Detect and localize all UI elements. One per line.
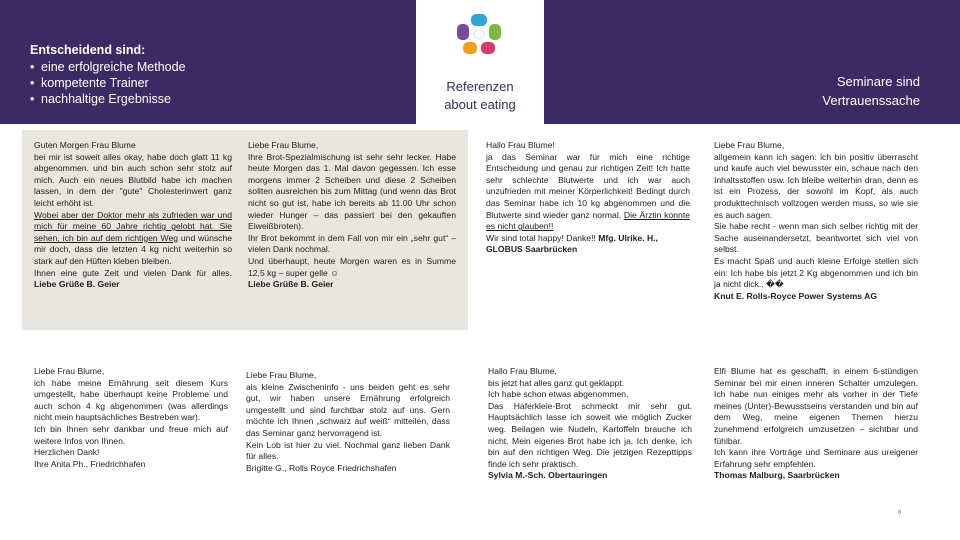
trust-line-1: Seminare sind bbox=[836, 74, 920, 89]
testimonial-8 bbox=[714, 366, 918, 482]
testimonial-underlined: Die Ärztin konnte es nicht glauben!! bbox=[486, 209, 690, 232]
testimonial-text: ja das Seminar war für mich eine richtige Entscheidung und genau zur richtigen Zeit! Ich hatte sehr schlechte Blutwerte und ich war auch unzufrieden mit meiner Körperlichkeit! Bedingt durch das Seminar habe ich 10 kg abgenommen und die Blutwerte sind wieder ganz normal. bbox=[486, 151, 690, 220]
testimonial-underlined: Wobei aber der Doktor mehr als zufrieden war und mich für meine 60 Jahre richtig gelobt hat. Sie sehen, ich bin auf dem richtigen Weg bbox=[34, 209, 232, 243]
testimonial-signature: Ihre Anita Ph., Friedrichhafen bbox=[34, 458, 146, 469]
testimonial-signature: Thomas Malburg, Saarbrücken bbox=[714, 470, 840, 481]
testimonial-signature: Liebe Grüße B. Geier bbox=[248, 279, 334, 290]
testimonial-6 bbox=[246, 370, 450, 474]
testimonial-5 bbox=[34, 366, 228, 470]
testimonial-line: Das Haferkleie-Brot schmeckt mir sehr gut. Hauptsächlich lasse ich soweit wie möglich Zucker weg. Beilagen wie Nudeln, Kartoffeln brauche ich nicht. Mein eigenes Brot habe ich ja. Ich denke, ich bin auf den richtigen Weg. Die jetzigen Rezepttipps finde ich sehr praktisch. bbox=[488, 400, 692, 469]
testimonial-line: Guten Morgen Frau Blume bbox=[34, 140, 136, 150]
about-eating-logo-icon bbox=[455, 12, 503, 56]
testimonial-line: allgemein kann ich sagen: ich bin positiv überrascht und kaufe auch viel bewusster ein, schaue nach den Inhaltsstoffen usw. Ich bleibe weiterhin dran, denn es ist ein Prozess, der sowohl im Kopf, als auch produkttechnisch vollzogen werden muss, so wie sie es auch sagen. bbox=[714, 151, 918, 220]
testimonial-text: Wir sind total happy! Danke!! bbox=[486, 232, 599, 243]
testimonial-line: Sie habe recht - wenn man sich selber richtig mit der Sache auseinandersetzt, beantwortet sich viel von selbst. bbox=[714, 221, 918, 255]
testimonial-2 bbox=[248, 140, 456, 291]
testimonial-signature: Brigitte G., Rolls Royce Friedrichshafen bbox=[246, 462, 397, 473]
page-number: 6 bbox=[898, 510, 902, 516]
testimonial-line: Liebe Frau Blume, bbox=[246, 370, 317, 380]
claims-item: • eine erfolgreiche Methode bbox=[30, 59, 186, 75]
testimonial-line bbox=[486, 152, 690, 233]
testimonial-signature: GLOBUS Saarbrücken bbox=[486, 244, 578, 255]
testimonial-line: Kein Lob ist hier zu viel. Nochmal ganz lieben Dank für alles. bbox=[246, 439, 450, 462]
trust-line-2: Vertrauenssache bbox=[822, 93, 920, 108]
testimonial-line: bei mir ist soweit alles okay, habe doch glatt 11 kg abgenommen. und bin auch schon sehr stolz auf mich. Auch ein neues Blutbild habe ich machen lassen, in dem der "gute" Cholesterinwert ganz leicht erhöht ist. bbox=[34, 151, 232, 208]
testimonial-line: Hallo Frau Blume, bbox=[488, 366, 557, 376]
claims-title: Entscheidend sind: bbox=[30, 43, 146, 57]
claims-list bbox=[30, 59, 186, 107]
testimonial-text: Ihnen eine gute Zeit und vielen Dank für alles. bbox=[34, 267, 232, 278]
testimonial-line: als kleine Zwischeninfo - uns beiden geht es sehr gut, wir haben unsere Ernährung erfolgreich umgestellt und sind furchtbar stolz auf uns. Gern möchte ich Ihnen „schwarz auf weiß“ mitteilen, dass das Seminar ganz hervorragend ist. bbox=[246, 381, 450, 438]
testimonial-4 bbox=[714, 140, 918, 302]
testimonial-line: Hallo Frau Blume! bbox=[486, 140, 555, 150]
testimonial-line: Ihr Brot bekommt in dem Fall von mir ein „sehr gut“ – vielen Dank nochmal. bbox=[248, 232, 456, 255]
testimonial-line bbox=[34, 210, 232, 268]
testimonial-line: Ich kann ihre Vorträge und Seminare aus ureigener Erfahrung sehr empfehlen. bbox=[714, 447, 918, 469]
testimonial-line: Liebe Frau Blume, bbox=[248, 140, 319, 150]
testimonial-1 bbox=[34, 140, 232, 291]
references-title bbox=[420, 78, 540, 114]
testimonial-line: ich habe meine Ernährung seit diesem Kurs umgestellt, habe überhaupt keine Probleme und auch schon 4 kg abgenommen (was allerdings nicht mein hauptsächliches Bestreben war). bbox=[34, 377, 228, 423]
claims-block bbox=[30, 42, 186, 107]
testimonial-line: Es macht Spaß und auch kleine Erfolge stellen sich ein: Ich habe bis jetzt 2 Kg abgenommen und ich bin ja nicht dick.. �� bbox=[714, 255, 918, 290]
testimonial-signature: Mfg. Ulrike. H., bbox=[598, 232, 658, 243]
testimonial-line: Liebe Frau Blume, bbox=[34, 366, 105, 376]
testimonial-line: Ihre Brot-Spezialmischung ist sehr sehr lecker. Habe heute Morgen das 1. Mal davon gegessen. Ich esse morgens immer 2 Scheiben und diese 2 Scheiben sollten ausreichen bis zum Mittag (und wenn das Brot nicht so gut ist, habe ich bereits ab 11.00 Uhr schon wieder Hunger – das passiert bei den gekauften Eiweißbroten). bbox=[248, 151, 456, 232]
references-line-1: Referenzen bbox=[446, 79, 514, 94]
testimonial-signature: Sylvia M.-Sch. Obertauringen bbox=[488, 470, 608, 481]
testimonial-line: Ich bin Ihnen sehr dankbar und freue mich auf weitere Infos von Ihnen. bbox=[34, 423, 228, 446]
testimonial-line: Herzlichen Dank! bbox=[34, 447, 100, 458]
testimonial-7 bbox=[488, 366, 692, 482]
references-line-2: about eating bbox=[444, 97, 516, 112]
testimonial-signature: Liebe Grüße B. Geier bbox=[34, 279, 120, 290]
claims-item: • kompetente Trainer bbox=[30, 75, 186, 91]
testimonial-signature: Knut E. Rolls-Royce Power Systems AG bbox=[714, 290, 878, 301]
claims-item: • nachhaltige Ergebnisse bbox=[30, 91, 186, 107]
testimonial-text: und wünsche mir doch, dass die letzten 4 kg nicht weiterhin so stark auf den Hüften kleben bleiben. bbox=[34, 232, 233, 266]
testimonial-line bbox=[34, 268, 232, 291]
testimonial-line: Ich habe schon etwas abgenommen. bbox=[488, 389, 629, 400]
testimonial-line: bis jetzt hat alles ganz gut geklappt. bbox=[488, 377, 625, 388]
testimonial-line: Liebe Frau Blume, bbox=[714, 140, 785, 150]
testimonial-3 bbox=[486, 140, 690, 256]
testimonial-line: Und überhaupt, heute Morgen waren es in Summe 12,5 kg – super gelle ☺ bbox=[248, 255, 456, 278]
testimonial-line bbox=[486, 233, 690, 245]
testimonial-line: Elfi Blume hat es geschafft, in einem 6-stündigen Seminar bei mir einen inneren Schalter umzulegen. Ich habe nun einiges mehr als vorher in der Tiefe meines (Unter)-Bewusstseins verstanden und bin auf dem Weg, meine eigenen Themen hierzu zunehmend erfolgreich umzusetzen – sichtbar und fühlbar. bbox=[714, 366, 918, 446]
trust-title bbox=[760, 72, 920, 110]
